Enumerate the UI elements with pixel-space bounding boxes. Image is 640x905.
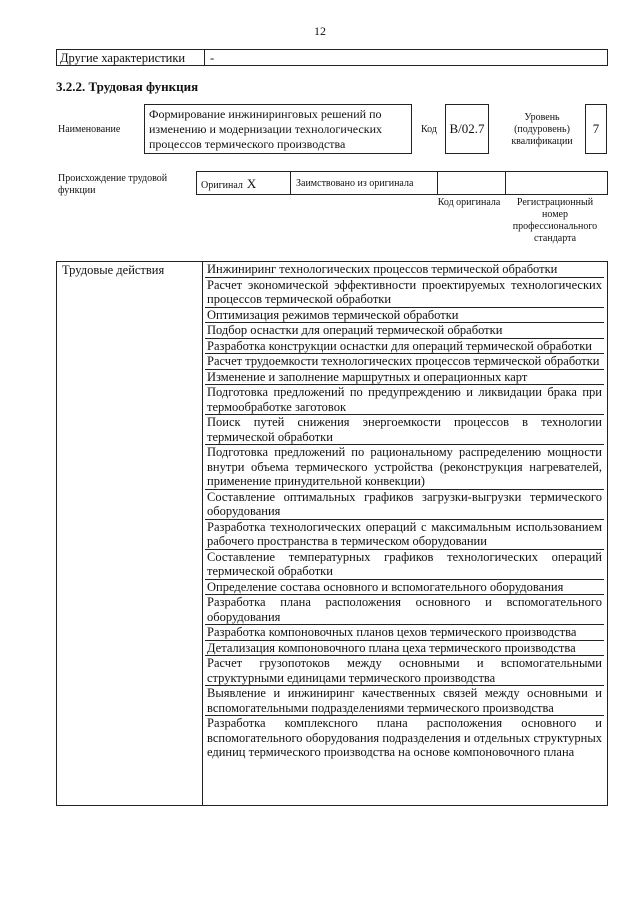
labor-action-row: Поиск путей снижения энергоемкости процессов в технологии термической обработки: [207, 415, 602, 444]
labor-action-row: Разработка технологических операций с максимальным использованием рабочего пространства в термическом оборудовании: [207, 519, 602, 548]
page-number: 12: [314, 24, 326, 38]
labor-actions-list: [205, 262, 604, 760]
column-divider: [290, 172, 291, 194]
column-divider: [204, 50, 205, 65]
borrowed-label: Заимствовано из оригинала: [296, 178, 414, 189]
labor-action-row: Разработка конструкции оснастки для операций термической обработки: [205, 339, 604, 355]
labor-action-row: Подготовка предложений по предупреждению и ликвидации брака при термообработке заготовок: [207, 385, 602, 414]
function-name-value: Формирование инжиниринговых решений по изменению и модернизации технологических процессов термического производства: [149, 107, 382, 151]
code-value: B/02.7: [449, 121, 485, 136]
original-mark: X: [246, 176, 257, 191]
other-characteristics-table: [56, 49, 608, 66]
labor-action-row: Расчет трудоемкости технологических процессов термической обработки: [205, 354, 604, 370]
column-divider: [437, 172, 438, 194]
origin-label: Происхождение трудовой функции: [58, 173, 168, 196]
other-characteristics-label: Другие характеристики: [60, 51, 186, 65]
name-label: Наименование: [58, 124, 121, 135]
labor-action-row: Подбор оснастки для операций термической обработки: [205, 323, 604, 339]
reg-number-label: Регистрационный номер профессионального стандарта: [512, 197, 598, 244]
labor-action-row: Разработка плана расположения основного и вспомогательного оборудования: [207, 595, 602, 624]
labor-action-row: Расчет экономической эффективности проектируемых технологических процессов термической обработки: [207, 277, 602, 306]
labor-action-row: Определение состава основного и вспомогательного оборудования: [205, 580, 604, 596]
function-name-box: [144, 104, 412, 154]
labor-action-row: Изменение и заполнение маршрутных и операционных карт: [205, 370, 604, 386]
column-divider: [505, 172, 506, 194]
code-box: [445, 104, 489, 154]
labor-action-row: Инжиниринг технологических процессов термической обработки: [205, 262, 604, 278]
section-title: 3.2.2. Трудовая функция: [56, 79, 199, 94]
labor-action-row: Выявление и инжиниринг качественных связей между основными и вспомогательными подразделениями термического производства: [207, 686, 602, 715]
original-label: Оригинал: [201, 180, 243, 191]
original-cell: [201, 176, 256, 192]
labor-action-row: Составление температурных графиков технологических операций термической обработки: [207, 549, 602, 578]
code-original-label: Код оригинала: [437, 197, 501, 208]
labor-action-row: Подготовка предложений по рациональному распределению мощности внутри объема термического устройства (реконструкция нагревателей, применение принудительной конвекции): [207, 445, 602, 488]
column-divider: [202, 262, 203, 805]
code-label: Код: [421, 124, 437, 135]
labor-action-row: Составление оптимальных графиков загрузки-выгрузки термического оборудования: [207, 489, 602, 518]
labor-actions-label: Трудовые действия: [62, 263, 165, 277]
labor-action-row: Оптимизация режимов термической обработки: [205, 308, 604, 324]
other-characteristics-value: -: [210, 51, 215, 65]
level-value: 7: [592, 121, 600, 136]
labor-action-row: Разработка компоновочных планов цехов термического производства: [205, 625, 604, 641]
origin-table: [196, 171, 608, 195]
labor-action-row: Расчет грузопотоков между основными и вспомогательными структурными единицами термического производства: [207, 656, 602, 685]
labor-actions-table: [56, 261, 608, 806]
level-box: [585, 104, 607, 154]
labor-action-row: Разработка комплексного плана расположения основного и вспомогательного оборудования подразделения и отдельных структурных единиц термического производства на основе компоновочного плана: [207, 716, 602, 759]
level-label: Уровень (подуровень) квалификации: [511, 112, 573, 147]
labor-action-row: Детализация компоновочного плана цеха термического производства: [205, 641, 604, 657]
